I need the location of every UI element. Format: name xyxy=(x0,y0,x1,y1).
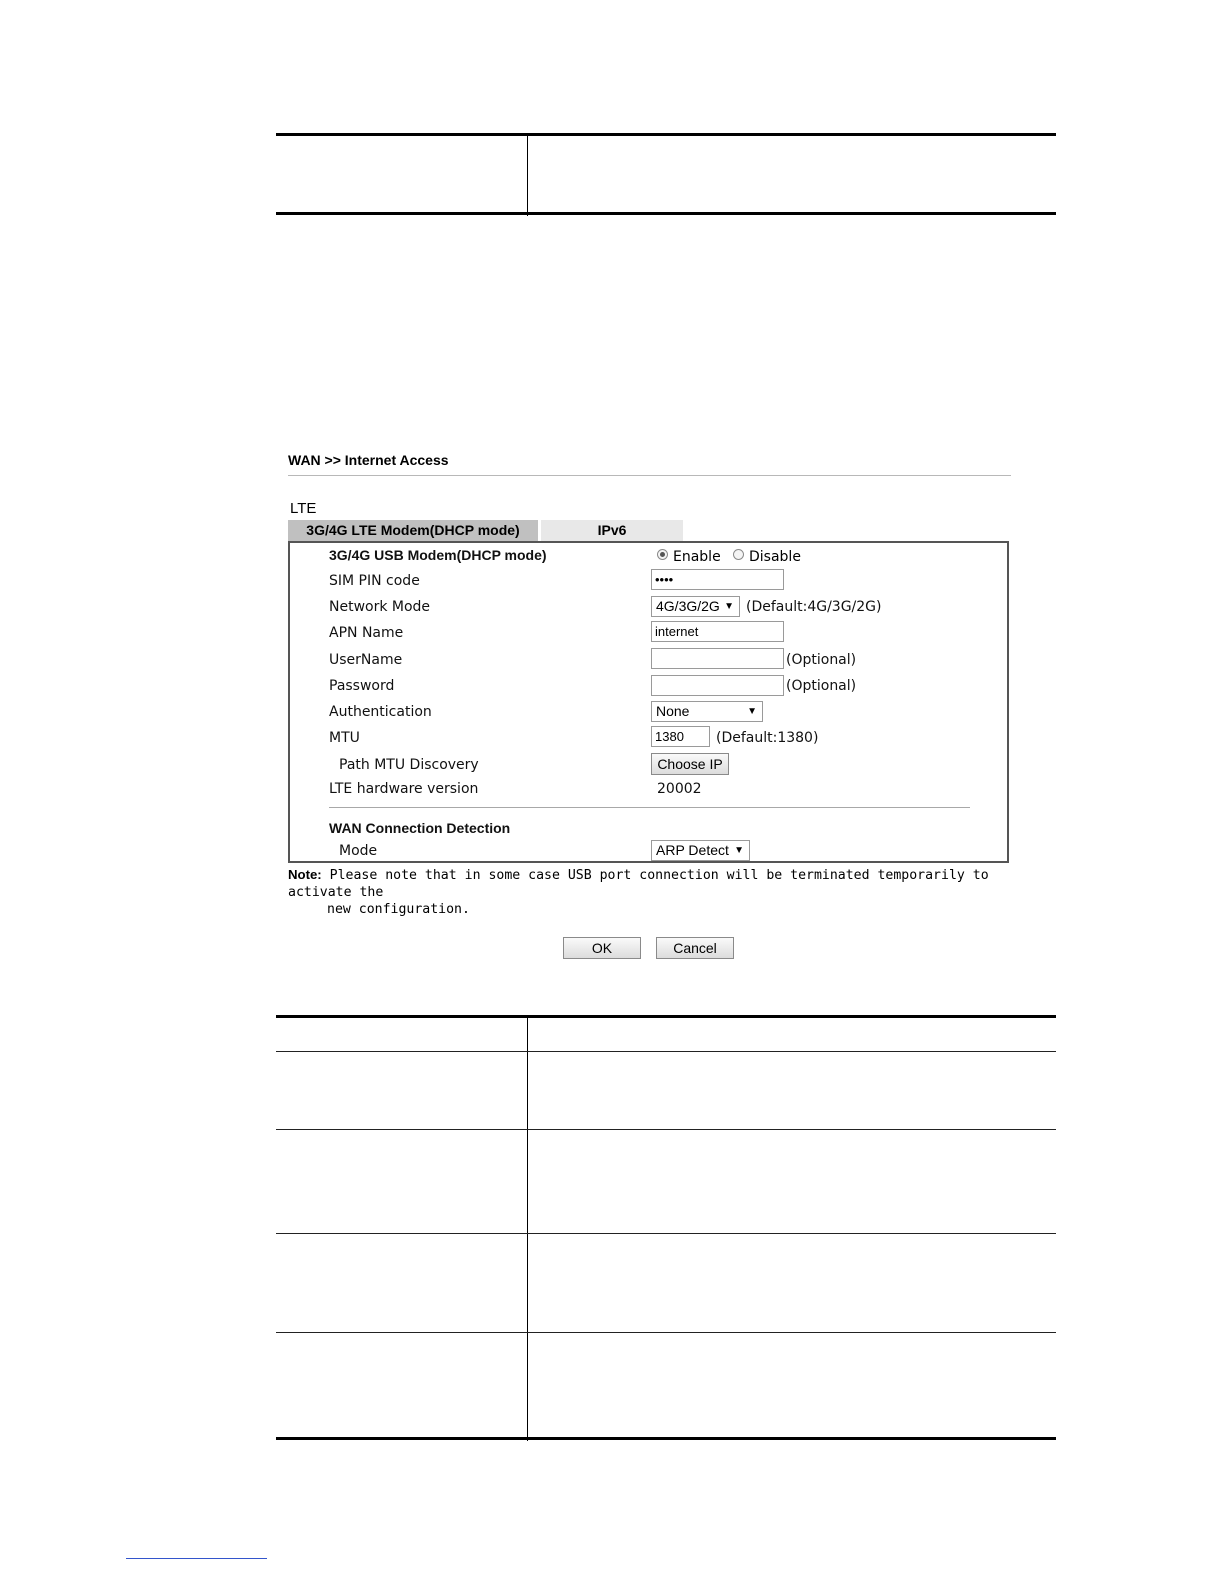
enable-label: Enable xyxy=(673,549,721,565)
radio-selected-dot xyxy=(660,552,665,557)
wan-detection-heading: WAN Connection Detection xyxy=(329,820,511,836)
note-line-1: Please note that in some case USB port connection will be terminated temporarily to activate the xyxy=(288,868,989,900)
apn-label: APN Name xyxy=(329,625,404,641)
mode-select[interactable] xyxy=(651,840,750,861)
username-label: UserName xyxy=(329,652,403,668)
sim-pin-input[interactable]: •••• xyxy=(651,569,784,590)
apn-input[interactable]: internet xyxy=(651,621,784,642)
mtu-label: MTU xyxy=(329,730,360,746)
password-hint: (Optional) xyxy=(786,678,857,694)
table-bottom-rule xyxy=(276,212,1056,215)
password-input[interactable] xyxy=(651,675,784,696)
authentication-value: None xyxy=(656,703,690,719)
mtu-hint: (Default:1380) xyxy=(716,730,819,746)
mode-label: Mode xyxy=(339,843,378,859)
table-top-rule xyxy=(276,133,1056,136)
ok-button[interactable]: OK xyxy=(563,937,641,959)
table-row-rule xyxy=(276,1051,1056,1052)
choose-ip-button[interactable]: Choose IP xyxy=(651,753,729,775)
authentication-label: Authentication xyxy=(329,704,432,720)
table-row-rule xyxy=(276,1332,1056,1333)
table-top-rule xyxy=(276,1015,1056,1018)
lte-hardware-label: LTE hardware version xyxy=(329,781,479,797)
settings-panel xyxy=(288,541,1009,863)
sim-pin-label: SIM PIN code xyxy=(329,573,420,589)
password-label: Password xyxy=(329,678,395,694)
dropdown-arrow-icon: ▼ xyxy=(724,601,734,612)
note-head: Note: xyxy=(288,867,322,882)
disable-label: Disable xyxy=(749,549,801,565)
username-input[interactable] xyxy=(651,648,784,669)
tab-ipv6[interactable]: IPv6 xyxy=(541,520,683,541)
disable-radio[interactable] xyxy=(733,549,744,560)
mode-value: ARP Detect xyxy=(656,842,729,858)
tab-lte-modem-dhcp[interactable]: 3G/4G LTE Modem(DHCP mode) xyxy=(288,520,538,541)
section-label-lte: LTE xyxy=(290,500,317,517)
footer-link-rule xyxy=(126,1558,267,1559)
note-text xyxy=(288,866,1008,918)
note-line-2: new configuration. xyxy=(327,902,470,917)
network-mode-value: 4G/3G/2G xyxy=(656,598,720,614)
lte-hardware-value: 20002 xyxy=(657,781,702,797)
mtu-input[interactable]: 1380 xyxy=(651,726,710,747)
network-mode-hint: (Default:4G/3G/2G) xyxy=(746,599,882,615)
path-mtu-label: Path MTU Discovery xyxy=(339,757,479,773)
enable-radio[interactable] xyxy=(657,549,668,560)
title-divider xyxy=(288,475,1011,476)
dropdown-arrow-icon: ▼ xyxy=(747,706,757,717)
table-column-divider xyxy=(527,133,528,216)
table-bottom-rule xyxy=(276,1437,1056,1440)
table-column-divider xyxy=(527,1015,528,1441)
dropdown-arrow-icon: ▼ xyxy=(734,845,744,856)
modem-label: 3G/4G USB Modem(DHCP mode) xyxy=(329,547,547,563)
page-title: WAN >> Internet Access xyxy=(288,452,449,468)
top-description-table xyxy=(276,133,1056,216)
network-mode-select[interactable] xyxy=(651,596,740,617)
table-row-rule xyxy=(276,1129,1056,1130)
section-divider xyxy=(329,807,970,808)
bottom-description-table xyxy=(276,1015,1056,1441)
authentication-select[interactable] xyxy=(651,701,763,722)
username-hint: (Optional) xyxy=(786,652,857,668)
network-mode-label: Network Mode xyxy=(329,599,431,615)
cancel-button[interactable]: Cancel xyxy=(656,937,734,959)
table-row-rule xyxy=(276,1233,1056,1234)
